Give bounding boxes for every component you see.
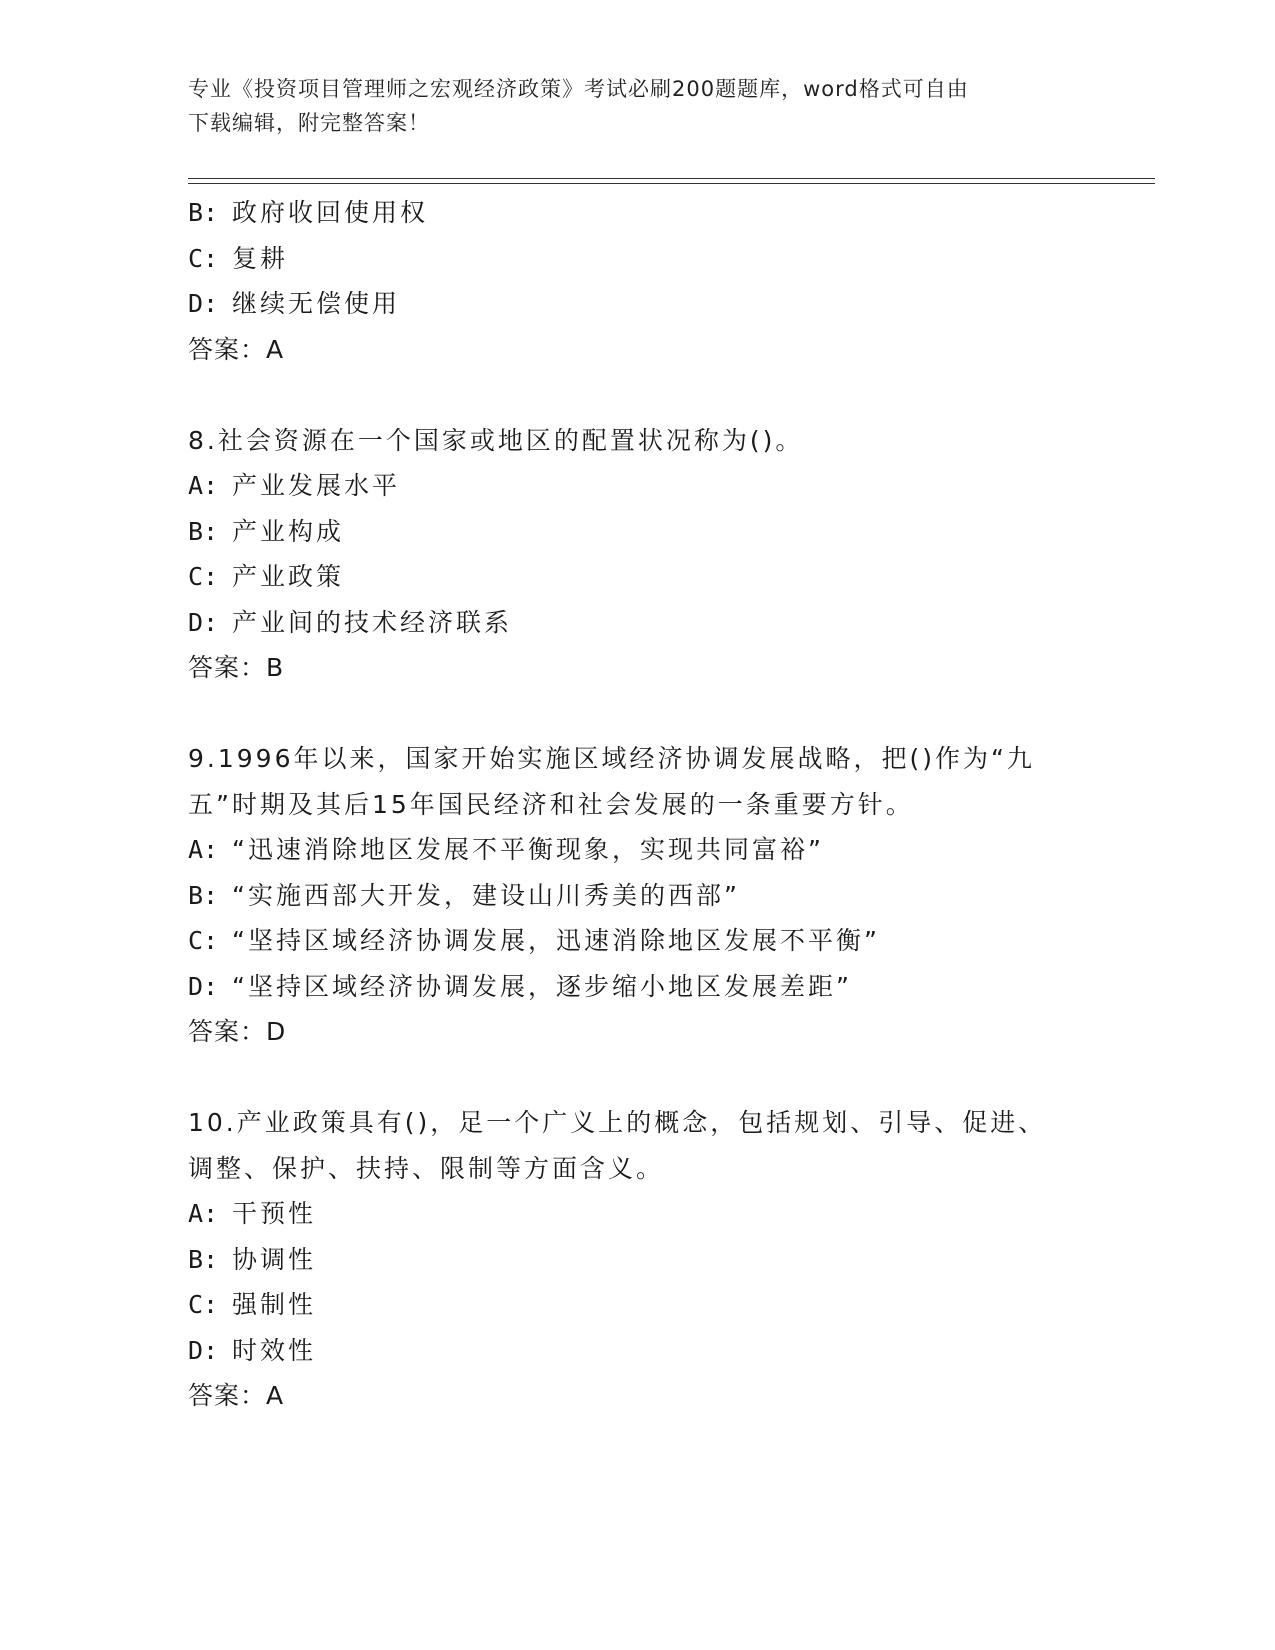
- option-a: [188, 1191, 1088, 1237]
- document-header: [188, 72, 1068, 140]
- header-line-1: 专业《投资项目管理师之宏观经济政策》考试必刷200题题库，word格式可自由: [188, 77, 969, 101]
- option-key: A:: [188, 835, 219, 864]
- option-key: A:: [188, 471, 219, 500]
- answer-line: 答案：D: [188, 1017, 287, 1046]
- option-text: “坚持区域经济协调发展，迅速消除地区发展不平衡”: [232, 926, 880, 955]
- header-line-2: 下载编辑，附完整答案！: [188, 111, 430, 135]
- option-key: A:: [188, 1199, 219, 1228]
- option-key: C:: [188, 562, 219, 591]
- option-text: 干预性: [232, 1199, 317, 1228]
- question-stem: 8.社会资源在一个国家或地区的配置状况称为()。: [188, 425, 804, 455]
- option-key: C:: [188, 243, 219, 273]
- option-text: 继续无偿使用: [232, 289, 401, 318]
- option-a: [188, 463, 1088, 509]
- option-text: 产业发展水平: [232, 471, 401, 500]
- question-stem: 9.1996年以来，国家开始实施区域经济协调发展战略，把()作为“九: [188, 744, 1035, 773]
- option-key: B:: [188, 880, 219, 910]
- option-text: 产业间的技术经济联系: [232, 607, 513, 637]
- question-8: [188, 418, 1088, 691]
- option-b: [188, 1237, 1088, 1283]
- option-key: D:: [188, 289, 219, 318]
- option-b: [188, 190, 1088, 236]
- answer-line: 答案：A: [188, 334, 285, 364]
- option-text: “实施西部大开发，建设山川秀美的西部”: [232, 880, 740, 910]
- answer-line: 答案：B: [188, 653, 285, 682]
- option-text: 政府收回使用权: [232, 198, 429, 227]
- spacer: [188, 691, 1088, 737]
- option-c: [188, 1282, 1088, 1328]
- option-key: C:: [188, 926, 219, 955]
- option-b: [188, 509, 1088, 555]
- question-stem-continued: 五”时期及其后15年国民经济和社会发展的一条重要方针。: [188, 789, 914, 819]
- option-d: [188, 600, 1088, 646]
- spacer: [188, 372, 1088, 418]
- option-c: [188, 554, 1088, 600]
- option-c: [188, 918, 1088, 964]
- option-d: [188, 1328, 1088, 1374]
- option-text: 时效性: [232, 1335, 317, 1365]
- option-text: 产业构成: [232, 516, 345, 546]
- question-list: [188, 190, 1088, 1419]
- option-d: [188, 964, 1088, 1010]
- option-a: [188, 827, 1088, 873]
- spacer: [188, 1055, 1088, 1101]
- option-b: [188, 873, 1088, 919]
- option-text: “坚持区域经济协调发展，逐步缩小地区发展差距”: [232, 971, 852, 1001]
- answer-line: 答案：A: [188, 1381, 285, 1410]
- question-9: [188, 736, 1088, 1055]
- header-rule-top: [188, 178, 1155, 179]
- option-key: D:: [188, 971, 219, 1001]
- option-c: [188, 236, 1088, 282]
- question-7-tail: [188, 190, 1088, 372]
- option-key: B:: [188, 1244, 219, 1274]
- option-d: [188, 281, 1088, 327]
- option-text: 协调性: [232, 1244, 317, 1274]
- option-key: C:: [188, 1290, 219, 1319]
- question-stem-continued: 调整、保护、扶持、限制等方面含义。: [188, 1153, 665, 1183]
- option-key: B:: [188, 198, 219, 227]
- option-text: 产业政策: [232, 562, 345, 591]
- option-key: D:: [188, 607, 219, 637]
- option-text: 复耕: [232, 243, 289, 273]
- header-rule-bottom: [188, 183, 1155, 184]
- option-key: D:: [188, 1335, 219, 1365]
- question-10: [188, 1100, 1088, 1419]
- question-stem: 10.产业政策具有()，足一个广义上的概念，包括规划、引导、促进、: [188, 1108, 1047, 1137]
- option-text: “迅速消除地区发展不平衡现象，实现共同富裕”: [232, 835, 824, 864]
- option-text: 强制性: [232, 1290, 317, 1319]
- option-key: B:: [188, 516, 219, 546]
